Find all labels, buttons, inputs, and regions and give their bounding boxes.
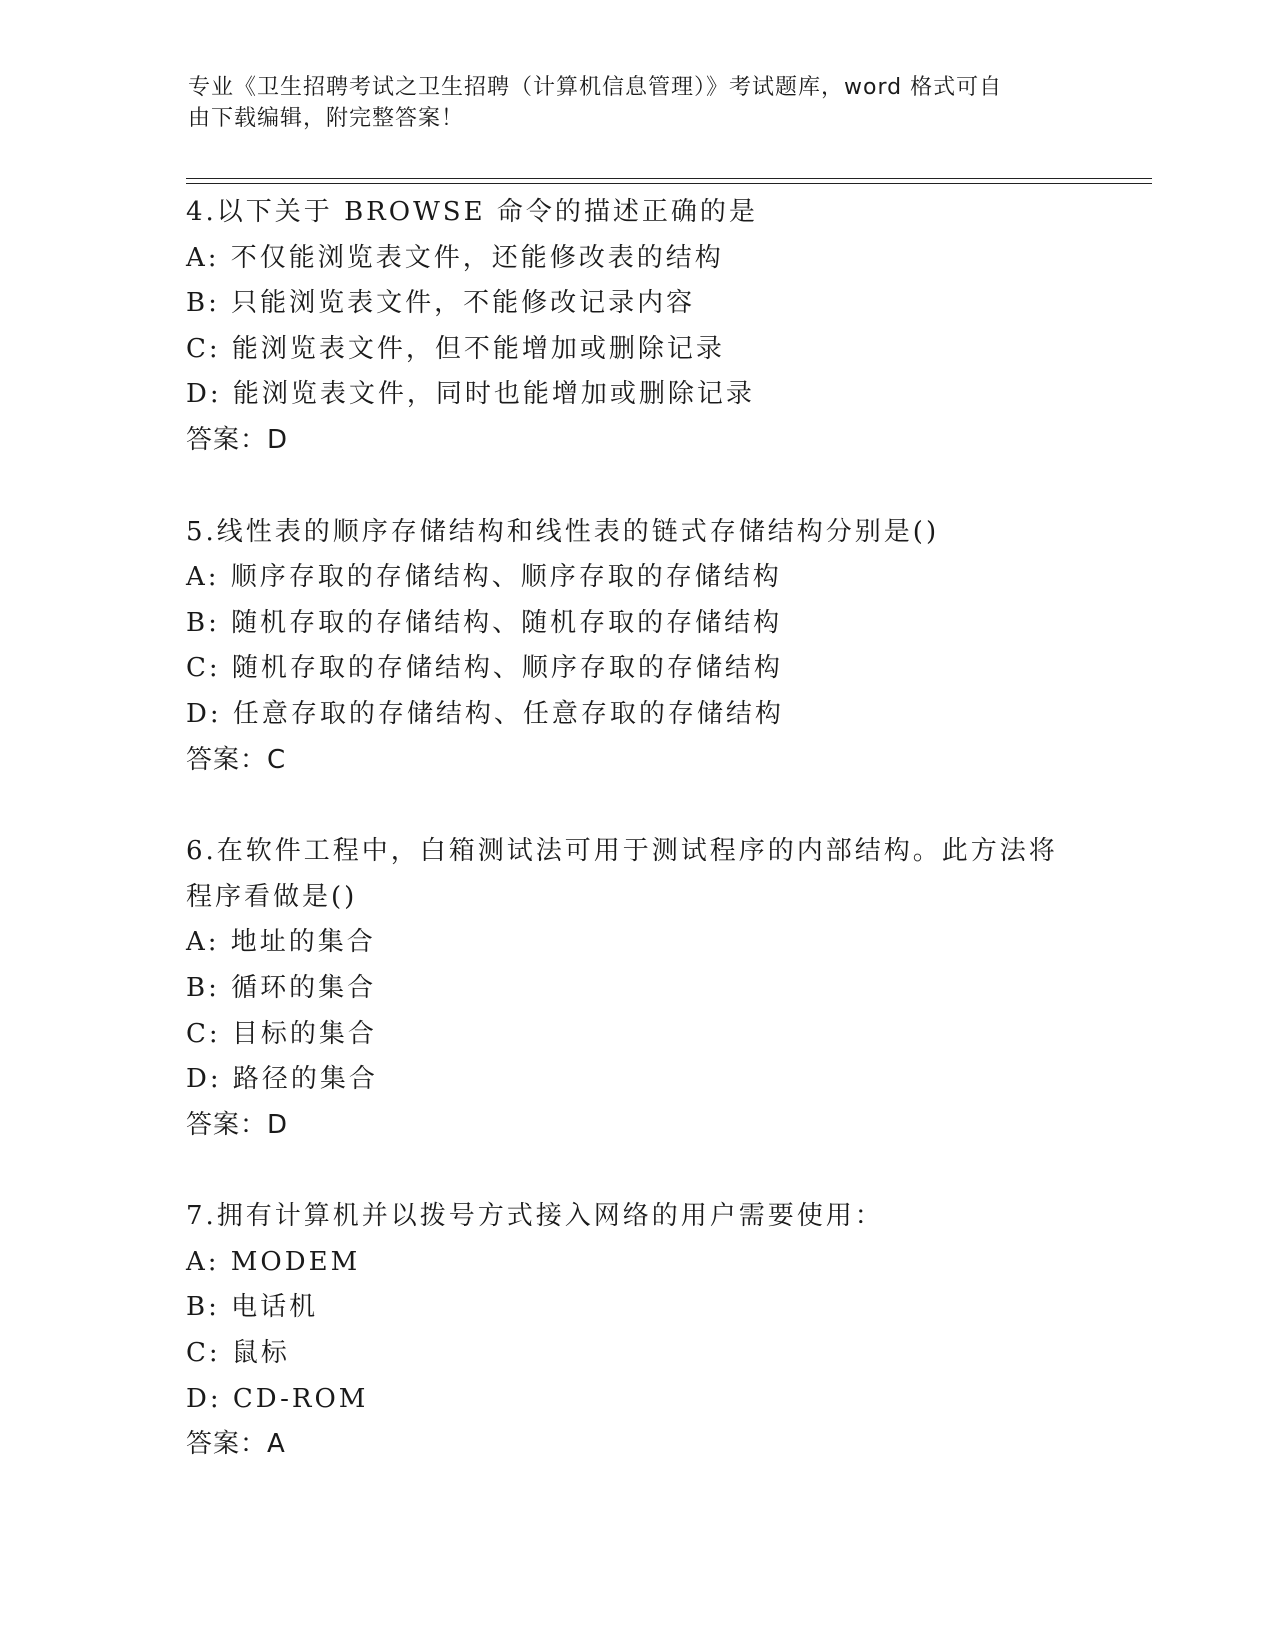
question-text: 5.线性表的顺序存储结构和线性表的链式存储结构分别是() — [186, 516, 940, 547]
question-5 — [186, 510, 1086, 784]
option-c: C: 鼠标 — [186, 1338, 290, 1369]
option-c: C: 能浏览表文件，但不能增加或删除记录 — [186, 333, 725, 364]
header-divider-top — [186, 178, 1152, 179]
option-c: C: 目标的集合 — [186, 1018, 377, 1049]
option-a: A: MODEM — [186, 1246, 361, 1277]
question-4 — [186, 190, 1086, 464]
answer: 答案：A — [186, 1429, 286, 1460]
question-text-line-1: 6.在软件工程中，白箱测试法可用于测试程序的内部结构。此方法将 — [186, 836, 1058, 867]
question-text: 7.拥有计算机并以拨号方式接入网络的用户需要使用： — [186, 1201, 884, 1232]
question-6 — [186, 829, 1086, 1148]
question-7 — [186, 1194, 1086, 1468]
option-a: A: 地址的集合 — [186, 927, 376, 958]
document-header — [188, 72, 1068, 134]
answer: 答案：C — [186, 744, 287, 775]
answer: 答案：D — [186, 1109, 289, 1140]
header-line-1: 专业《卫生招聘考试之卫生招聘（计算机信息管理）》考试题库，word 格式可自 — [188, 75, 1003, 100]
question-text-line-2: 程序看做是() — [186, 881, 358, 912]
option-c: C: 随机存取的存储结构、顺序存取的存储结构 — [186, 653, 783, 684]
option-b: B: 循环的集合 — [186, 972, 377, 1003]
header-divider-bottom — [186, 183, 1152, 184]
question-text: 4.以下关于 BROWSE 命令的描述正确的是 — [186, 197, 758, 227]
header-line-2: 由下载编辑，附完整答案！ — [188, 106, 465, 131]
option-d: D: CD-ROM — [186, 1383, 369, 1414]
option-d: D: 路径的集合 — [186, 1064, 378, 1095]
option-a: A: 不仅能浏览表文件，还能修改表的结构 — [186, 242, 724, 273]
option-b: B: 只能浏览表文件，不能修改记录内容 — [186, 288, 696, 319]
option-d: D: 能浏览表文件，同时也能增加或删除记录 — [186, 379, 755, 410]
answer: 答案：D — [186, 424, 289, 455]
option-a: A: 顺序存取的存储结构、顺序存取的存储结构 — [186, 562, 782, 593]
option-b: B: 电话机 — [186, 1292, 319, 1323]
question-list — [186, 190, 1086, 1514]
option-b: B: 随机存取的存储结构、随机存取的存储结构 — [186, 607, 783, 638]
option-d: D: 任意存取的存储结构、任意存取的存储结构 — [186, 698, 784, 729]
